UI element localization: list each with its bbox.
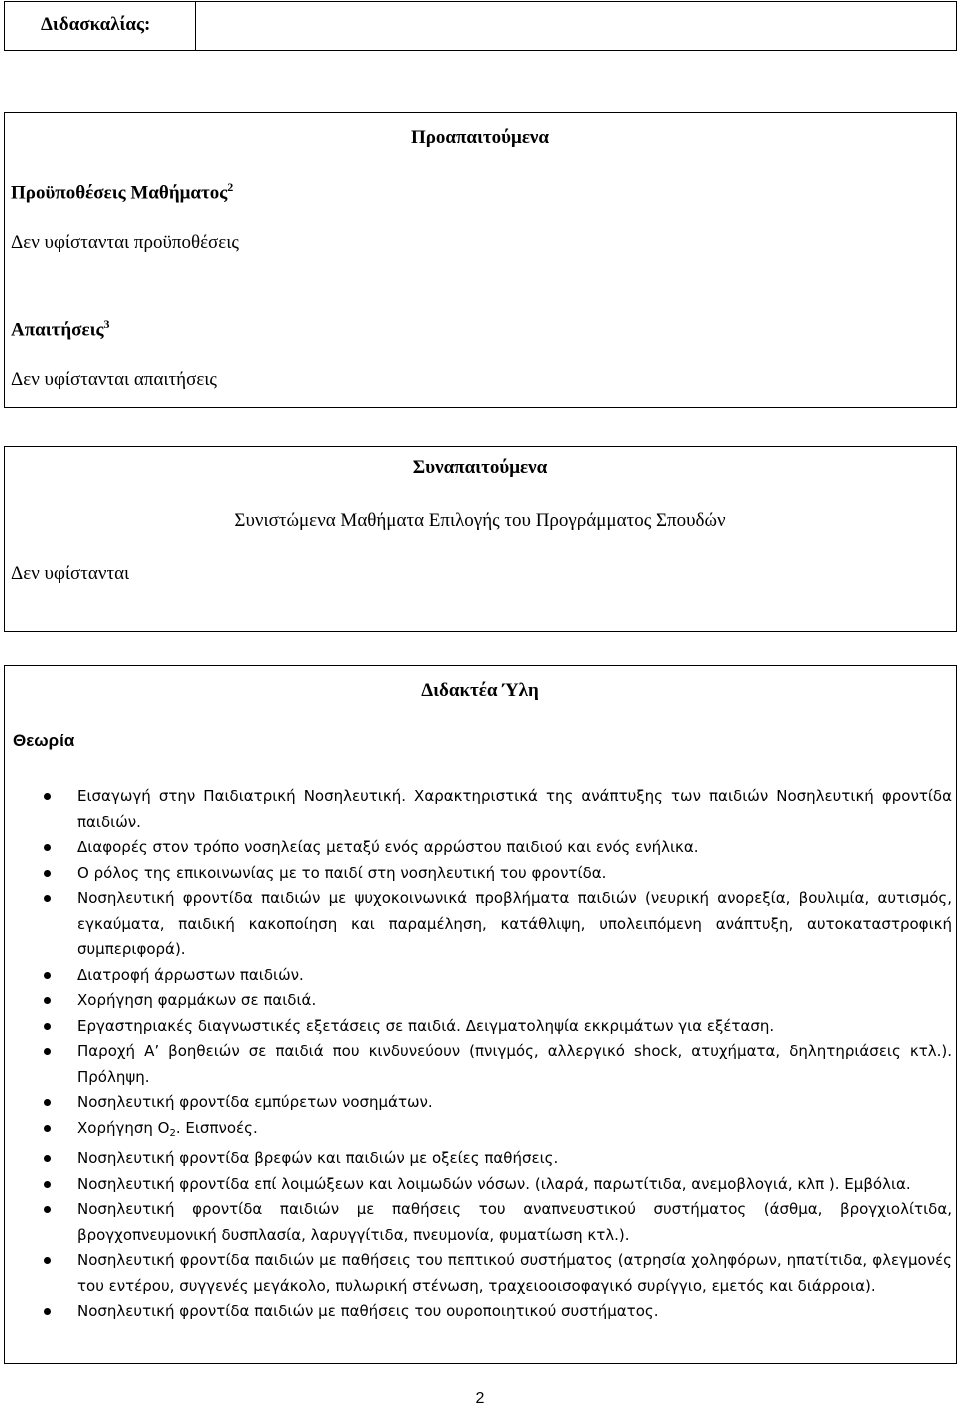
theory-label: Θεωρία [13,731,75,750]
list-item: Διαφορές στον τρόπο νοσηλείας μεταξύ ενός αρρώστου παιδιού και ενός ενήλικα. [44,835,952,861]
requirements-title-text: Απαιτήσεις [11,319,104,341]
teaching-label: Διδασκαλίας: [41,14,151,35]
list-item: Εισαγωγή στην Παιδιατρική Νοσηλευτική. Χαρακτηριστικά της ανάπτυξης των παιδιών Νοσηλευτική φροντίδα παιδιών. [44,784,952,835]
page-number: 2 [475,1390,485,1407]
corequisites-heading: Συναπαιτούμενα [412,457,548,478]
list-item: Χορήγηση φαρμάκων σε παιδιά. [44,988,952,1014]
list-item: Παροχή Α’ βοηθειών σε παιδιά που κινδυνεύουν (πνιγμός, αλλεργικό shock, ατυχήματα, δηλητηριάσεις κτλ.). Πρόληψη. [44,1039,952,1090]
recommended-electives-heading: Συνιστώμενα Μαθήματα Επιλογής του Προγράμματος Σπουδών [234,510,726,531]
list-item: Ο ρόλος της επικοινωνίας με το παιδί στη νοσηλευτική του φροντίδα. [44,861,952,887]
list-item: Νοσηλευτική φροντίδα παιδιών με ψυχοκοινωνικά προβλήματα παιδιών (νευρική ανορεξία, βουλιμία, αυτισμός, εγκαύματα, παιδική κακοποίηση και παραμέληση, κατάθλιψη, υπολειπόμενη ανάπτυξη, αυτοκαταστροφική συμπεριφορά). [44,886,952,963]
list-item: Νοσηλευτική φροντίδα εμπύρετων νοσημάτων. [44,1090,952,1116]
prerequisites-box [4,112,957,408]
conditions-footnote: 2 [227,180,234,194]
list-item: Νοσηλευτική φροντίδα παιδιών με παθήσεις του ουροποιητικού συστήματος. [44,1299,952,1325]
list-item: Εργαστηριακές διαγνωστικές εξετάσεις σε παιδιά. Δειγματοληψία εκκριμάτων για εξέταση. [44,1014,952,1040]
list-item-oxygen [44,1116,952,1147]
requirements-text: Δεν υφίστανται απαιτήσεις [11,369,217,390]
list-item: Νοσηλευτική φροντίδα βρεφών και παιδιών με οξείες παθήσεις. [44,1146,952,1172]
oxygen-subscript: 2 [169,1127,176,1139]
syllabus-heading: Διδακτέα Ύλη [421,680,539,701]
top-table-label-cell [5,2,196,50]
corequisites-box [4,446,957,632]
top-table [4,1,957,51]
oxygen-tail: . Εισπνοές. [175,1118,258,1137]
requirements-footnote: 3 [103,317,110,331]
requirements-title [11,317,110,341]
list-item: Νοσηλευτική φροντίδα παιδιών με παθήσεις του αναπνευστικού συστήματος (άσθμα, βρογχιολίτιδα, βρογχοπνευμονική δυσπλασία, λαρυγγίτιδα, πνευμονία, φυματίωση κτλ.). [44,1197,952,1248]
list-item: Διατροφή άρρωστων παιδιών. [44,963,952,989]
corequisites-text: Δεν υφίστανται [11,563,130,584]
prerequisites-heading: Προαπαιτούμενα [410,127,550,148]
list-item: Νοσηλευτική φροντίδα παιδιών με παθήσεις του πεπτικού συστήματος (ατρησία χοληφόρων, ηπατίτιδα, φλεγμονές του εντέρου, συγγενές μεγάκολο, πυλωρική στένωση, τραχειοοισοφαγικό συρίγγιο, εμετός και διάρροια). [44,1248,952,1299]
syllabus-topic-list [44,784,952,1325]
list-item: Νοσηλευτική φροντίδα επί λοιμώξεων και λοιμωδών νόσων. (ιλαρά, παρωτίτιδα, ανεμοβλογιά, κλπ ). Εμβόλια. [44,1172,952,1198]
conditions-text: Δεν υφίστανται προϋποθέσεις [11,232,239,253]
conditions-title [11,180,233,204]
oxygen-text: Χορήγηση Ο [77,1118,170,1137]
conditions-title-text: Προϋποθέσεις Μαθήματος [11,182,228,204]
